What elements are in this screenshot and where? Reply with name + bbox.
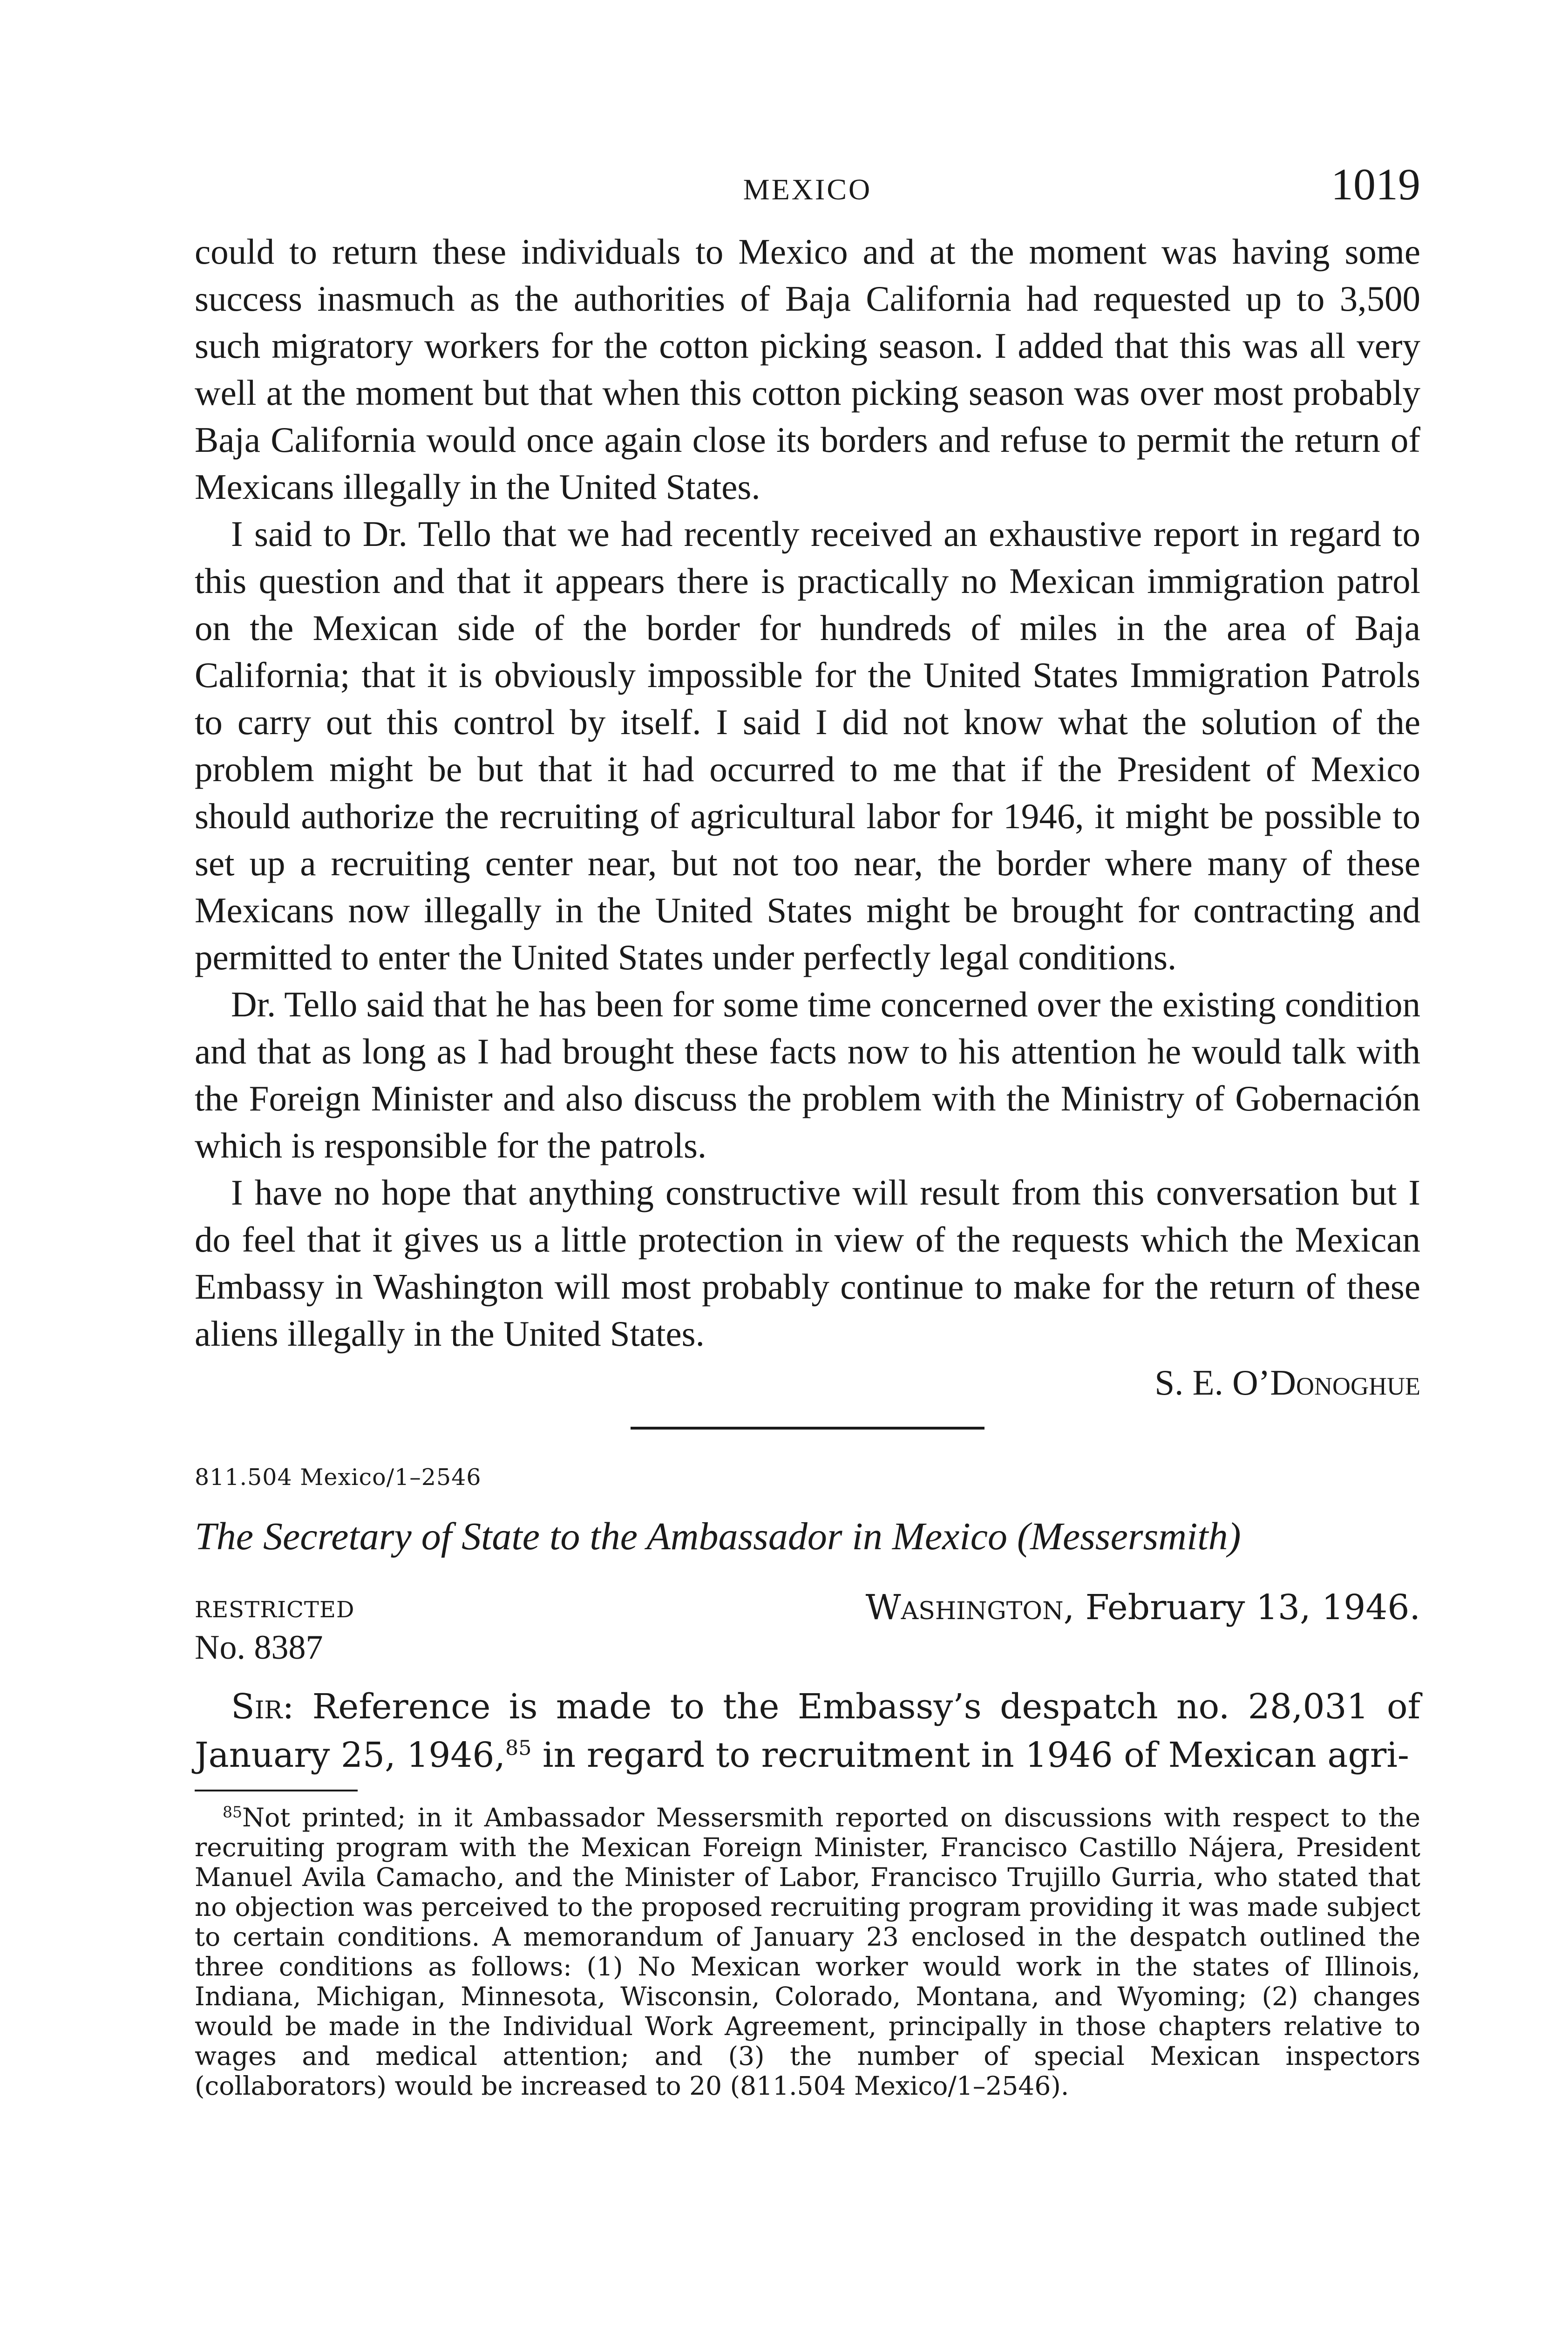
dateline-date: , February 13, 1946. bbox=[1063, 1587, 1420, 1628]
section-divider bbox=[631, 1427, 984, 1430]
body-text bbox=[195, 228, 1420, 1357]
signature bbox=[195, 1359, 1420, 1406]
letter-body bbox=[195, 1682, 1420, 1779]
classification-label: RESTRICTED bbox=[195, 1597, 355, 1623]
document-page bbox=[195, 158, 1420, 2101]
document-meta bbox=[195, 1587, 1420, 1627]
footnote-text: Not printed; in it Ambassador Messersmith reported on discussions with respect to the recruiting program with the Mexican Foreign Minister, Francisco Castillo Nájera, President Manuel Avila Camacho, and the Minister of Labor, Francisco Trujillo Gurria, who stated that no objection was perceived to the proposed recruiting program providing it was made subject to certain conditions. A memorandum of January 23 enclosed in the despatch outlined the three conditions as follows: (1) No Mexican worker would work in the states of Illinois, Indiana, Michigan, Minnesota, Wisconsin, Colorado, Montana, and Wyoming; (2) changes would be made in the Individual Work Agreement, principally in those chapters relative to wages and medical attention; and (3) the number of special Mexican inspectors (collaborators) would be increased to 20 (811.504 Mexico/1–2546). bbox=[195, 1803, 1420, 2101]
dateline-place: Washington bbox=[865, 1587, 1064, 1628]
file-reference: 811.504 Mexico/1–2546 bbox=[195, 1464, 482, 1491]
dateline bbox=[866, 1587, 1420, 1628]
salutation: Sir bbox=[231, 1687, 283, 1727]
paragraph: Dr. Tello said that he has been for some time concerned over the existing condition and that as long as I had brought these facts now to his attention he would talk with the Foreign Minister and also discuss the problem with the Ministry of Gobernación which is responsible for the patrols. bbox=[195, 984, 1420, 1165]
signature-name: Donoghue bbox=[1270, 1362, 1420, 1403]
running-title: MEXICO bbox=[743, 173, 872, 206]
footnote-divider bbox=[195, 1790, 358, 1791]
letter-opening bbox=[195, 1682, 1420, 1779]
signature-initials: S. E. O’ bbox=[1154, 1362, 1270, 1403]
opening-text: : Reference is made to the Embassy’s despatch no. 28,031 of January 25, 1946, bbox=[195, 1687, 1420, 1775]
opening-text-end: in regard to recruitment in 1946 of Mexican agri- bbox=[531, 1735, 1409, 1775]
running-header bbox=[195, 158, 1420, 228]
document-title: The Secretary of State to the Ambassador in Mexico (Messersmith) bbox=[195, 1515, 1241, 1558]
paragraph: could to return these individuals to Mexico and at the moment was having some success inasmuch as the authorities of Baja California had requested up to 3,500 such migratory workers for the cotton picking season. I added that this was all very well at the moment but that when this cotton picking season was over most probably Baja California would once again close its borders and refuse to permit the return of Mexicans illegally in the United States. bbox=[195, 232, 1420, 507]
document-number: No. 8387 bbox=[195, 1628, 323, 1667]
paragraph: I said to Dr. Tello that we had recently received an exhaustive report in regard to this question and that it appears there is practically no Mexican immigration patrol on the Mexican side of the border for hundreds of miles in the area of Baja California; that it is obviously impossible for the United States Immigration Patrols to carry out this control by itself. I said I did not know what the solution of the problem might be but that it had occurred to me that if the President of Mexico should authorize the recruiting of agricultural labor for 1946, it might be possible to set up a recruiting center near, but not too near, the border where many of these Mexicans now illegally in the United States might be brought for contracting and permitted to enter the United States under perfectly legal conditions. bbox=[195, 514, 1420, 977]
footnote-marker: 85 bbox=[223, 1803, 242, 1821]
footnote bbox=[195, 1803, 1420, 2101]
footnote-reference[interactable]: 85 bbox=[505, 1736, 532, 1760]
page-number: 1019 bbox=[1331, 159, 1420, 209]
paragraph: I have no hope that anything constructive will result from this conversation but I do feel that it gives us a little protection in view of the requests which the Mexican Embassy in Washington will most probably continue to make for the return of these aliens illegally in the United States. bbox=[195, 1172, 1420, 1354]
